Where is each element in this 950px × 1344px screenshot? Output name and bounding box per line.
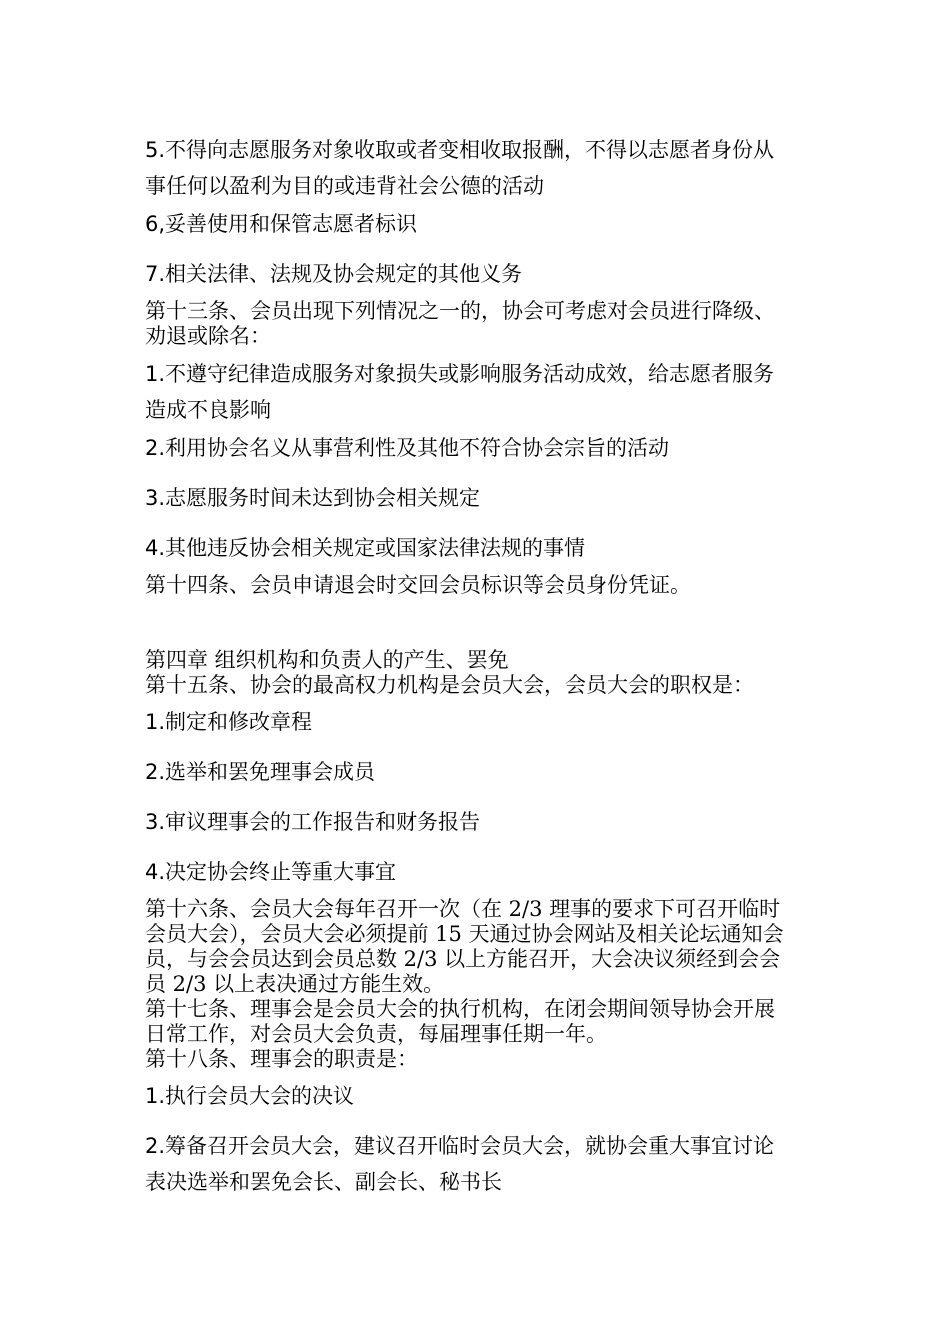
text-line-17: 3.审议理事会的工作报告和财务报告	[145, 810, 481, 834]
text-line-22: 员 2/3 以上表决通过方能生效。	[145, 972, 445, 996]
text-line-4: 7.相关法律、法规及协会规定的其他义务	[145, 262, 523, 286]
text-line-28: 表决选举和罢免会长、副会长、秘书长	[145, 1170, 502, 1194]
text-line-3: 6,妥善使用和保管志愿者标识	[145, 212, 418, 236]
text-line-12: 第十四条、会员申请退会时交回会员标识等会员身份凭证。	[145, 573, 691, 597]
text-line-7: 1.不遵守纪律造成服务对象损失或影响服务活动成效，给志愿者服务	[145, 362, 775, 386]
text-line-8: 造成不良影响	[145, 398, 271, 422]
text-line-9: 2.利用协会名义从事营利性及其他不符合协会宗旨的活动	[145, 436, 670, 460]
text-line-26: 1.执行会员大会的决议	[145, 1084, 355, 1108]
text-line-14: 第十五条、协会的最高权力机构是会员大会，会员大会的职权是：	[145, 673, 754, 697]
text-line-10: 3.志愿服务时间未达到协会相关规定	[145, 486, 481, 510]
text-line-24: 日常工作，对会员大会负责，每届理事任期一年。	[145, 1022, 607, 1046]
text-line-25: 第十八条、理事会的职责是：	[145, 1047, 418, 1071]
text-line-19: 第十六条、会员大会每年召开一次（在 2/3 理事的要求下可召开临时	[145, 897, 781, 921]
chapter-heading: 第四章 组织机构和负责人的产生、罢免	[145, 648, 509, 672]
text-line-6: 劝退或除名：	[145, 324, 271, 348]
text-line-23: 第十七条、理事会是会员大会的执行机构，在闭会期间领导协会开展	[145, 997, 775, 1021]
text-line-18: 4.决定协会终止等重大事宜	[145, 860, 397, 884]
text-line-20: 会员大会），会员大会必须提前 15 天通过协会网站及相关论坛通知会	[145, 922, 784, 946]
text-line-16: 2.选举和罢免理事会成员	[145, 760, 376, 784]
text-line-21: 员，与会会员达到会员总数 2/3 以上方能召开，大会决议须经到会会	[145, 947, 781, 971]
text-line-5: 第十三条、会员出现下列情况之一的，协会可考虑对会员进行降级、	[145, 299, 775, 323]
text-line-1: 5.不得向志愿服务对象收取或者变相收取报酬，不得以志愿者身份从	[145, 138, 775, 162]
text-line-2: 事任何以盈利为目的或违背社会公德的活动	[145, 174, 544, 198]
text-line-15: 1.制定和修改章程	[145, 710, 313, 734]
text-line-11: 4.其他违反协会相关规定或国家法律法规的事情	[145, 536, 586, 560]
text-line-27: 2.筹备召开会员大会，建议召开临时会员大会，就协会重大事宜讨论	[145, 1134, 775, 1158]
